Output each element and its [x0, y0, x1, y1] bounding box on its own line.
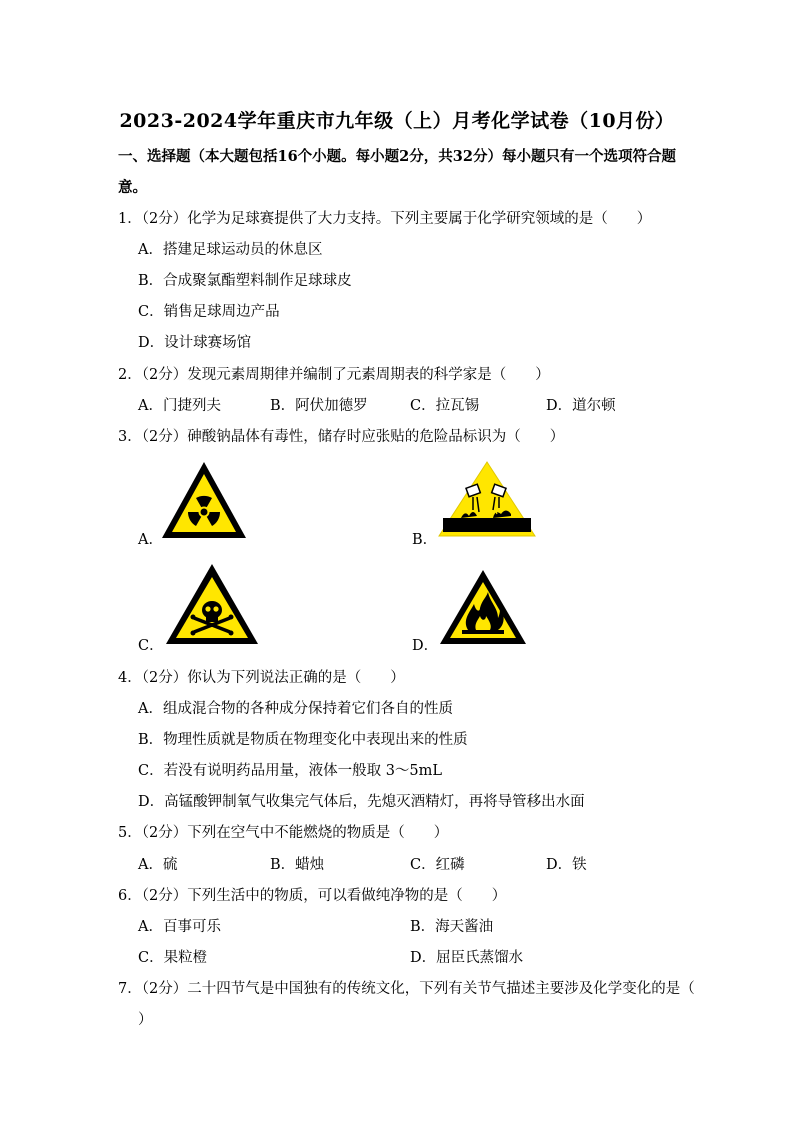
question-2-option-a: A．门捷列夫	[138, 398, 221, 414]
question-6-stem: 6．（2分）下列生活中的物质，可以看做纯净物的是（ ）	[118, 888, 507, 904]
question-2-stem: 2．（2分）发现元素周期律并编制了元素周期表的科学家是（ ）	[118, 367, 550, 383]
question-2-option-c: C．拉瓦锡	[410, 398, 480, 414]
toxic-sign-icon	[164, 562, 260, 646]
question-6-option-c: C．果粒橙	[138, 950, 208, 966]
question-4-option-c: C．若没有说明药品用量，液体一般取 3～5mL	[138, 763, 443, 779]
question-3-option-d: D．	[412, 638, 439, 654]
exam-title: 2023-2024学年重庆市九年级（上）月考化学试卷（10月份）	[119, 110, 675, 132]
section-heading-cont: 意。	[118, 179, 147, 196]
section-heading: 一、选择题（本大题包括16个小题。每小题2分，共32分）每小题只有一个选项符合题	[118, 148, 676, 165]
question-7-stem-cont: ）	[138, 1012, 153, 1028]
question-2-option-d: D．道尔顿	[546, 398, 616, 414]
question-5-stem: 5．（2分）下列在空气中不能燃烧的物质是（ ）	[118, 825, 449, 841]
question-1-stem: 1．（2分）化学为足球赛提供了大力支持。下列主要属于化学研究领域的是（ ）	[118, 211, 652, 227]
question-1-option-c: C．销售足球周边产品	[138, 304, 280, 320]
question-4-option-b: B．物理性质就是物质在物理变化中表现出来的性质	[138, 732, 468, 748]
question-1-option-d: D．设计球赛场馆	[138, 335, 252, 351]
radiation-sign-icon	[160, 460, 248, 540]
question-5-option-a: A．硫	[138, 857, 178, 873]
question-6-option-b: B．海天酱油	[410, 919, 494, 935]
question-5-option-d: D．铁	[546, 857, 587, 873]
question-2-option-b: B．阿伏加德罗	[270, 398, 368, 414]
question-5-option-b: B．蜡烛	[270, 857, 325, 873]
question-4-option-d: D．高锰酸钾制氧气收集完气体后，先熄灭酒精灯，再将导管移出水面	[138, 794, 585, 810]
question-3-option-c: C．	[138, 638, 164, 654]
question-3-stem: 3．（2分）砷酸钠晶体有毒性，储存时应张贴的危险品标识为（ ）	[118, 429, 565, 445]
flammable-sign-icon	[438, 568, 528, 646]
question-4-option-a: A．组成混合物的各种成分保持着它们各自的性质	[138, 701, 453, 717]
question-4-stem: 4．（2分）你认为下列说法正确的是（ ）	[118, 670, 405, 686]
question-1-option-b: B．合成聚氯酯塑料制作足球球皮	[138, 273, 352, 289]
question-6-option-a: A．百事可乐	[138, 919, 221, 935]
question-3-option-a: A．	[138, 532, 163, 548]
question-7-stem: 7．（2分）二十四节气是中国独有的传统文化，下列有关节气描述主要涉及化学变化的是（	[118, 981, 695, 997]
question-6-option-d: D．屈臣氏蒸馏水	[410, 950, 524, 966]
question-5-option-c: C．红磷	[410, 857, 465, 873]
question-1-option-a: A．搭建足球运动员的休息区	[138, 242, 323, 258]
corrosive-sign-icon	[437, 460, 537, 538]
question-3-option-b: B．	[412, 532, 438, 548]
